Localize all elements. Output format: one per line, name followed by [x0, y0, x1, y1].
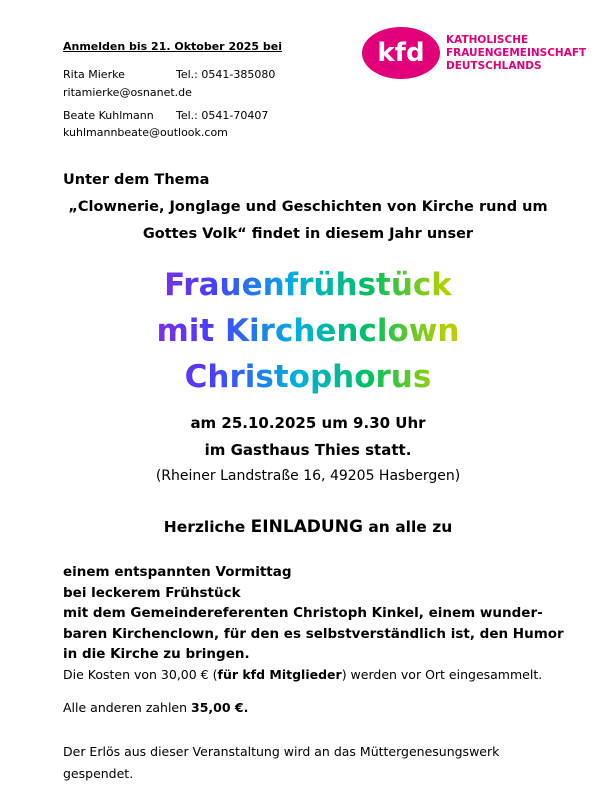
- details-block: [63, 562, 564, 665]
- footer-note: [63, 741, 499, 785]
- contact-phone-2: Tel.: 0541-70407: [176, 109, 269, 122]
- details-line-2: bei leckerem Frühstück: [63, 584, 241, 601]
- title-line-2: mit Kirchenclown: [0, 313, 616, 349]
- event-address: (Rheiner Landstraße 16, 49205 Hasbergen): [155, 468, 461, 484]
- footer-line-2: gespendet.: [63, 766, 134, 781]
- logo-line-2: FRAUENGEMEINSCHAFT: [446, 47, 587, 59]
- details-line-5: in die Kirche zu bringen.: [63, 646, 250, 662]
- intro-line-3: Gottes Volk“ findet in diesem Jahr unser: [142, 226, 474, 242]
- contact-name-2: Beate Kuhlmann: [63, 109, 154, 122]
- register-deadline: Anmelden bis 21. Oktober 2025 bei: [63, 40, 282, 53]
- title-line-1: Frauenfrühstück: [0, 267, 616, 303]
- logo-line-1: KATHOLISCHE: [446, 34, 529, 46]
- invite-line: [0, 517, 616, 537]
- others-line: [63, 700, 248, 715]
- details-line-4: baren Kirchenclown, für den es selbstverständlich ist, den Humor: [63, 625, 564, 642]
- intro-line-1: Unter dem Thema: [63, 172, 210, 188]
- costs-members: für kfd Mitglieder: [217, 667, 342, 682]
- kfd-logo-text: [446, 34, 586, 73]
- contact-phone-1: Tel.: 0541-385080: [176, 68, 276, 81]
- others-pre: Alle anderen zahlen: [63, 700, 192, 715]
- kfd-logo-mark: kfd: [362, 27, 440, 79]
- invite-emph: EINLADUNG: [250, 517, 363, 537]
- costs-post: ) werden vor Ort eingesammelt.: [341, 667, 543, 682]
- contact-email-2[interactable]: kuhlmannbeate@outlook.com: [63, 126, 228, 139]
- details-line-1: einem entspannten Vormittag: [63, 564, 292, 580]
- costs-line: [63, 667, 542, 682]
- costs-pre: Die Kosten von 30,00 € (: [63, 667, 218, 682]
- details-line-3: mit dem Gemeindereferenten Christoph Kinkel, einem wunder-: [63, 605, 543, 621]
- event-place: im Gasthaus Thies statt.: [204, 441, 412, 459]
- logo-line-3: DEUTSCHLANDS: [446, 60, 542, 72]
- contact-name-1: Rita Mierke: [63, 68, 125, 81]
- footer-line-1: Der Erlös aus dieser Veranstaltung wird an das Müttergenesungswerk: [63, 744, 500, 759]
- others-amount: 35,00 €.: [191, 700, 249, 715]
- intro-line-2: „Clownerie, Jonglage und Geschichten von Kirche rund um: [68, 199, 548, 215]
- event-date: am 25.10.2025 um 9.30 Uhr: [190, 414, 426, 432]
- invite-prefix: Herzliche: [163, 518, 251, 536]
- title-line-3: Christophorus: [0, 359, 616, 395]
- invite-suffix: an alle zu: [362, 518, 453, 536]
- contact-email-1[interactable]: ritamierke@osnanet.de: [63, 86, 192, 99]
